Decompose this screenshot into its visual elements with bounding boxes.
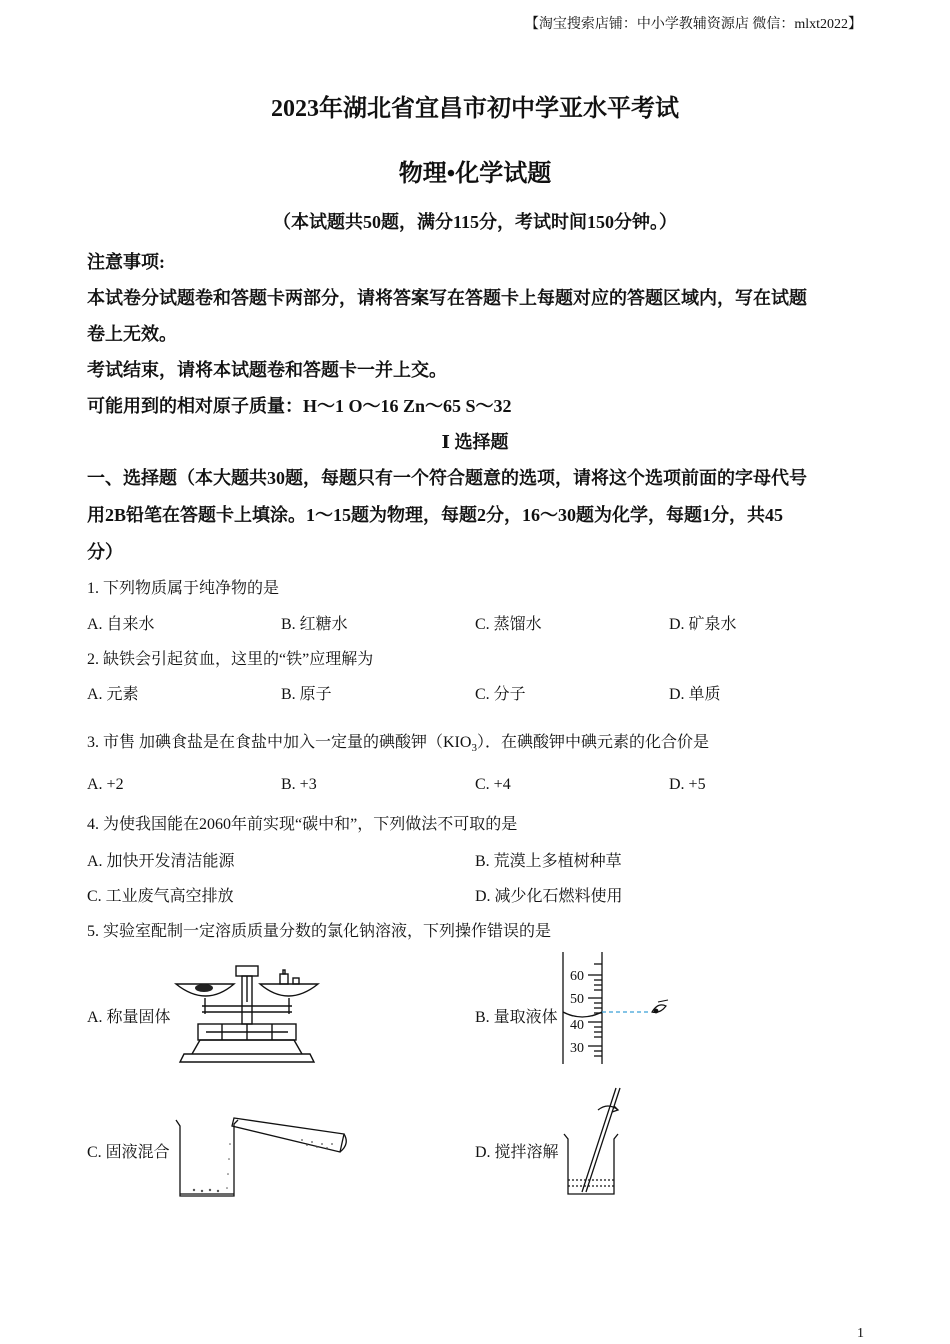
q2-option-b: B. 原子 [281,686,332,703]
q2-option-c: C. 分子 [475,686,526,703]
section-intro-c: 分） [87,542,123,562]
q4-option-a: A. 加快开发清洁能源 [87,853,235,870]
question-3-stem [87,729,709,754]
exam-title: 2023年湖北省宜昌市初中学亚水平考试 [271,96,679,122]
q5-option-d: D. 搅拌溶解 [475,1144,559,1161]
q3-option-d: D. +5 [669,776,706,793]
q4-option-c: C. 工业废气高空排放 [87,888,234,905]
notice-line-2: 考试结束，请将本试题卷和答题卡一并上交。 [87,360,447,380]
q3-stem-a: 3. 市售 加碘食盐是在食盐中加入一定量的碘酸钾（KIO [87,734,472,751]
cylinder-tick-60: 60 [570,969,584,984]
q5-option-a: A. 称量固体 [87,1009,171,1026]
graduated-cylinder-icon [558,950,673,1068]
q3-option-a: A. +2 [87,776,124,793]
cylinder-tick-40: 40 [570,1018,584,1033]
q3-option-b: B. +3 [281,776,317,793]
q1-option-b: B. 红糖水 [281,616,348,633]
balance-scale-icon [172,962,322,1068]
eye-icon [652,1000,668,1013]
beaker-pouring-icon [172,1104,347,1200]
section-intro-a: 一、选择题（本大题共30题，每题只有一个符合题意的选项，请将这个选项前面的字母代号 [87,468,807,488]
q1-option-d: D. 矿泉水 [669,616,737,633]
q3-stem-subscript: 3 [471,742,477,755]
q5-option-b: B. 量取液体 [475,1009,558,1026]
exam-info: （本试题共50题，满分115分，考试时间150分钟。） [272,212,677,232]
cylinder-tick-30: 30 [570,1041,584,1056]
q1-option-c: C. 蒸馏水 [475,616,542,633]
q3-option-c: C. +4 [475,776,511,793]
question-5-stem: 5. 实验室配制一定溶质质量分数的氯化钠溶液，下列操作错误的是 [87,923,552,940]
q2-option-d: D. 单质 [669,686,721,703]
q4-option-d: D. 减少化石燃料使用 [475,888,623,905]
notice-heading: 注意事项: [87,252,165,272]
cylinder-tick-50: 50 [570,992,584,1007]
section-name: Ⅰ 选择题 [441,432,509,452]
q4-option-b: B. 荒漠上多植树种草 [475,853,622,870]
q2-option-a: A. 元素 [87,686,139,703]
q5-option-c: C. 固液混合 [87,1144,170,1161]
beaker-stirring-icon [562,1084,624,1200]
notice-line-1a: 本试卷分试题卷和答题卡两部分，请将答案写在答题卡上每题对应的答题区域内，写在试题 [87,288,807,308]
exam-subtitle: 物理•化学试题 [398,161,552,187]
store-note: 【淘宝搜索店铺：中小学教辅资源店 微信：mlxt2022】 [524,17,862,32]
question-2-stem: 2. 缺铁会引起贫血，这里的“铁”应理解为 [87,651,374,668]
q3-stem-b: ）．在碘酸钾中碘元素的化合价是 [476,734,709,751]
q1-option-a: A. 自来水 [87,616,155,633]
notice-line-1b: 卷上无效。 [87,324,177,344]
question-1-stem: 1. 下列物质属于纯净物的是 [87,580,280,597]
page-number: 1 [857,1326,864,1341]
notice-line-3: 可能用到的相对原子质量：H～1 O～16 Zn～65 S～32 [87,396,512,416]
section-intro-b: 用2B铅笔在答题卡上填涂。1～15题为物理，每题2分，16～30题为化学，每题1分，共45 [87,505,784,525]
question-4-stem: 4. 为使我国能在2060年前实现“碳中和”，下列做法不可取的是 [87,816,518,833]
